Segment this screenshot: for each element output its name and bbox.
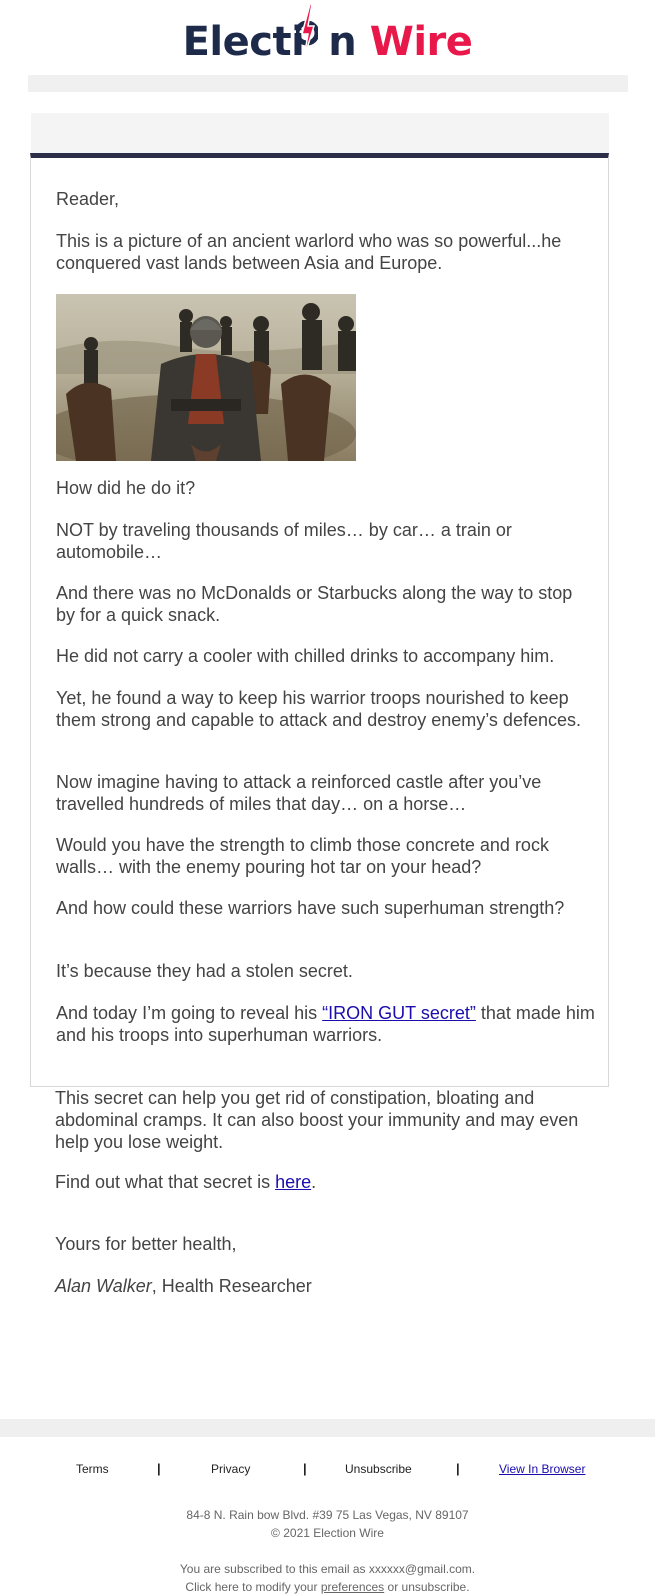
find-out-period: .: [311, 1172, 317, 1192]
iron-gut-secret-link[interactable]: “IRON GUT secret”: [322, 1003, 476, 1023]
paragraph-strength: And how could these warriors have such superhuman strength?: [56, 898, 565, 918]
find-out-text: Find out what that secret is: [55, 1172, 276, 1192]
terms-link[interactable]: Terms: [76, 1462, 109, 1476]
warlord-horsemen-photo: [56, 294, 356, 461]
logo-text-n: n: [328, 19, 357, 65]
paragraph-intro: This is a picture of an ancient warlord who was so powerful...he conquered vast lands between Asia and Europe.: [56, 231, 562, 273]
signer-title: , Health Researcher: [151, 1276, 312, 1296]
logo-text-wire: Wire: [356, 19, 473, 65]
greeting: Reader,: [56, 189, 120, 209]
preferences-link[interactable]: preferences: [320, 1580, 385, 1594]
footer-band: [0, 1419, 655, 1437]
lightning-bolt-icon: [296, 2, 318, 60]
reveal-text-before: And today I’m going to reveal his: [56, 1003, 323, 1023]
footer-separator: |: [157, 1461, 161, 1476]
paragraph-reveal: [56, 1002, 596, 1046]
footer-separator: |: [303, 1461, 307, 1476]
paragraph-cooler: He did not carry a cooler with chilled drinks to accompany him.: [56, 646, 555, 666]
footer-modify: [0, 1579, 655, 1595]
photo-icon: [56, 294, 356, 461]
card-header-strip: [31, 113, 609, 153]
signoff: Yours for better health,: [55, 1234, 237, 1254]
paragraph-travel: NOT by traveling thousands of miles… by car… a train or automobile…: [56, 520, 512, 562]
privacy-link[interactable]: Privacy: [211, 1462, 251, 1476]
paragraph-find-out: [55, 1171, 595, 1193]
paragraph-snack: And there was no McDonalds or Starbucks along the way to stop by for a quick snack.: [56, 583, 573, 625]
paragraph-walls: Would you have the strength to climb those concrete and rock walls… with the enemy pouring hot tar on your head?: [56, 835, 549, 877]
footer-subscribed: You are subscribed to this email as xxxxxx@gmail.com.: [179, 1562, 476, 1576]
unsubscribe-link[interactable]: Unsubscribe: [345, 1462, 412, 1476]
reveal-text-after: that made him and his troops into superhuman warriors.: [56, 1003, 595, 1045]
modify-text-before: Click here to modify your: [185, 1580, 321, 1594]
paragraph-stolen-secret: It’s because they had a stolen secret.: [56, 961, 353, 981]
here-link[interactable]: here: [275, 1172, 312, 1192]
paragraph-nourished: Yet, he found a way to keep his warrior troops nourished to keep them strong and capable to attack and destroy enemy’s defences.: [56, 688, 581, 730]
footer-copyright: © 2021 Election Wire: [271, 1526, 384, 1540]
signer-name: Alan Walker: [55, 1276, 152, 1296]
view-in-browser-link[interactable]: View In Browser: [499, 1462, 586, 1476]
preheader-bar: [28, 75, 628, 92]
footer-address: 84-8 N. Rain bow Blvd. #39 75 Las Vegas, NV 89107: [186, 1508, 469, 1522]
signature: [55, 1275, 595, 1297]
modify-text-after: or unsubscribe.: [384, 1580, 470, 1594]
brand-logo[interactable]: [0, 12, 655, 72]
footer-separator: |: [456, 1461, 460, 1476]
paragraph-question: How did he do it?: [56, 478, 196, 498]
paragraph-benefits: This secret can help you get rid of constipation, bloating and abdominal cramps. It can also boost your immunity and may even help you lose weight.: [55, 1088, 579, 1152]
paragraph-castle: Now imagine having to attack a reinforced castle after you’ve travelled hundreds of miles that day… on a horse…: [56, 772, 542, 814]
logo-text-election: Electi: [182, 19, 305, 65]
